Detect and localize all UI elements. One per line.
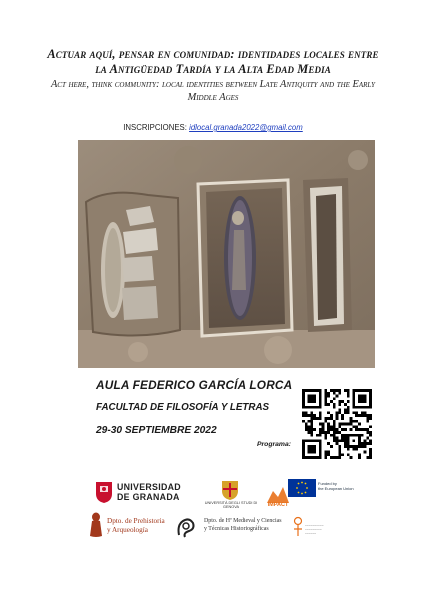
medieval-logo-text xyxy=(204,518,282,533)
eu-flag-icon xyxy=(288,479,316,502)
program-label: Programa: xyxy=(257,441,291,448)
medieval-line-1: Dpto. de Hª Medieval y Ciencias xyxy=(204,518,282,524)
medieval-line-2: y Técnicas Historiográficas xyxy=(204,525,269,532)
venue-faculty: FACULTAD DE FILOSOFÍA Y LETRAS xyxy=(96,402,270,413)
registration-line xyxy=(0,123,426,132)
medieval-emblem-icon xyxy=(175,515,197,544)
genova-logo-text: UNIVERSITÀ DEGLI STUDI DI GENOVA xyxy=(204,501,258,510)
registration-email-link[interactable]: idlocal.granada2022@gmail.com xyxy=(189,123,303,132)
ugr-logo-text xyxy=(117,482,181,502)
title-english: Act here, think community: local identities between Late Antiquity and the Early Middle Ages xyxy=(50,79,376,103)
research-group-small-text: ~~~~~~~~~~ ~~~~~~~~~ ~~~~~~ xyxy=(305,524,324,536)
venue-hall: AULA FEDERICO GARCÍA LORCA xyxy=(96,378,293,392)
registration-label: INSCRIPCIONES: xyxy=(123,123,187,132)
eu-funding-text xyxy=(318,482,354,491)
svg-text:IMPACT: IMPACT xyxy=(267,502,289,507)
qr-code-icon[interactable] xyxy=(302,389,372,459)
ugr-crest-icon xyxy=(94,480,114,509)
title-spanish: Actuar aquí, pensar en comunidad: identidades locales entre la Antigüedad Tardía y la Alta Edad Media xyxy=(47,47,379,76)
ugr-line-2: DE GRANADA xyxy=(117,492,180,502)
impact-logo xyxy=(265,485,291,512)
ugr-line-1: UNIVERSIDAD xyxy=(117,482,181,492)
event-dates: 29-30 SEPTIEMBRE 2022 xyxy=(96,425,217,436)
excavation-photo xyxy=(78,140,375,368)
research-group-logo-icon xyxy=(291,516,305,545)
prehistoria-line-1: Dpto. de Prehistoria xyxy=(107,517,165,525)
figurine-icon xyxy=(88,512,104,543)
eu-line-2: the European Union xyxy=(318,485,354,491)
prehistoria-logo-text xyxy=(107,517,165,535)
prehistoria-line-2: y Arqueología xyxy=(107,526,148,534)
eu-line-1: Funded by xyxy=(318,481,337,486)
